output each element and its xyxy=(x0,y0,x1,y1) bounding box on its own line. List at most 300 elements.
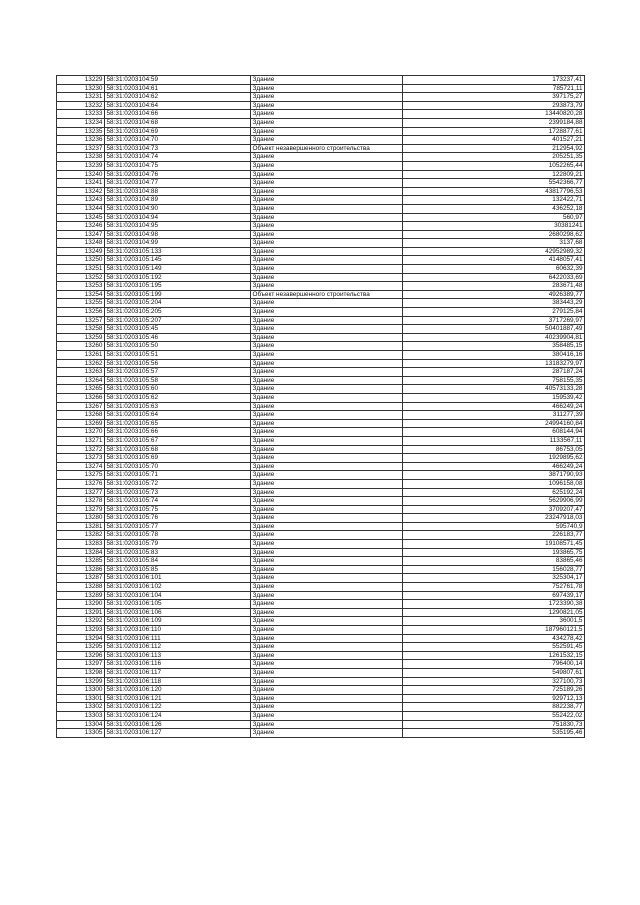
table-row xyxy=(57,497,585,506)
cadastral-number-cell: 58:31:0203105:145 xyxy=(105,256,251,265)
table-row xyxy=(57,608,585,617)
cadastral-value-cell: 1929895,62 xyxy=(403,454,585,463)
table-row xyxy=(57,333,585,342)
row-number-cell: 13298 xyxy=(57,668,105,677)
cadastral-value-cell: 1096158,08 xyxy=(403,479,585,488)
row-number-cell: 13285 xyxy=(57,557,105,566)
row-number-cell: 13276 xyxy=(57,479,105,488)
table-row xyxy=(57,600,585,609)
cadastral-value-cell: 40573133,28 xyxy=(403,385,585,394)
table-row xyxy=(57,351,585,360)
object-type-cell: Здание xyxy=(251,213,403,222)
cadastral-number-cell: 58:31:0203104:74 xyxy=(105,153,251,162)
object-type-cell: Объект незавершенного строительства xyxy=(251,290,403,299)
object-type-cell: Здание xyxy=(251,565,403,574)
row-number-cell: 13245 xyxy=(57,213,105,222)
table-row xyxy=(57,514,585,523)
table-row xyxy=(57,222,585,231)
cadastral-number-cell: 58:31:0203104:62 xyxy=(105,93,251,102)
cadastral-value-cell: 3137,68 xyxy=(403,239,585,248)
cadastral-value-cell: 751830,73 xyxy=(403,720,585,729)
object-type-cell: Здание xyxy=(251,626,403,635)
row-number-cell: 13263 xyxy=(57,368,105,377)
table-row xyxy=(57,101,585,110)
object-type-cell: Здание xyxy=(251,204,403,213)
cadastral-number-cell: 58:31:0203106:116 xyxy=(105,660,251,669)
cadastral-value-cell: 752761,78 xyxy=(403,583,585,592)
row-number-cell: 13229 xyxy=(57,76,105,85)
object-type-cell: Здание xyxy=(251,342,403,351)
row-number-cell: 13271 xyxy=(57,436,105,445)
cadastral-number-cell: 58:31:0203105:204 xyxy=(105,299,251,308)
table-row xyxy=(57,204,585,213)
cadastral-value-cell: 3709207,47 xyxy=(403,505,585,514)
row-number-cell: 13249 xyxy=(57,247,105,256)
object-type-cell: Здание xyxy=(251,445,403,454)
object-type-cell: Здание xyxy=(251,668,403,677)
object-type-cell: Здание xyxy=(251,118,403,127)
row-number-cell: 13251 xyxy=(57,265,105,274)
table-row xyxy=(57,368,585,377)
table-row xyxy=(57,565,585,574)
object-type-cell: Здание xyxy=(251,84,403,93)
object-type-cell: Здание xyxy=(251,505,403,514)
object-type-cell: Здание xyxy=(251,411,403,420)
row-number-cell: 13305 xyxy=(57,729,105,738)
table-row xyxy=(57,445,585,454)
row-number-cell: 13275 xyxy=(57,471,105,480)
row-number-cell: 13281 xyxy=(57,522,105,531)
object-type-cell: Здание xyxy=(251,428,403,437)
row-number-cell: 13256 xyxy=(57,308,105,317)
cadastral-number-cell: 58:31:0203106:118 xyxy=(105,677,251,686)
row-number-cell: 13288 xyxy=(57,583,105,592)
table-row xyxy=(57,153,585,162)
object-type-cell: Здание xyxy=(251,703,403,712)
cadastral-value-cell: 293873,79 xyxy=(403,101,585,110)
row-number-cell: 13241 xyxy=(57,179,105,188)
cadastral-number-cell: 58:31:0203105:65 xyxy=(105,419,251,428)
object-type-cell: Здание xyxy=(251,694,403,703)
cadastral-value-cell: 929712,13 xyxy=(403,694,585,703)
cadastral-value-cell: 697439,17 xyxy=(403,591,585,600)
cadastral-number-cell: 58:31:0203105:64 xyxy=(105,411,251,420)
table-row xyxy=(57,393,585,402)
row-number-cell: 13230 xyxy=(57,84,105,93)
row-number-cell: 13255 xyxy=(57,299,105,308)
cadastral-number-cell: 58:31:0203104:95 xyxy=(105,222,251,231)
table-row xyxy=(57,84,585,93)
cadastral-value-cell: 173237,41 xyxy=(403,76,585,85)
cadastral-number-cell: 58:31:0203106:101 xyxy=(105,574,251,583)
row-number-cell: 13283 xyxy=(57,540,105,549)
cadastral-value-cell: 535195,46 xyxy=(403,729,585,738)
object-type-cell: Здание xyxy=(251,548,403,557)
table-row xyxy=(57,136,585,145)
cadastral-value-cell: 383443,29 xyxy=(403,299,585,308)
cadastral-value-cell: 380416,16 xyxy=(403,351,585,360)
row-number-cell: 13293 xyxy=(57,626,105,635)
row-number-cell: 13238 xyxy=(57,153,105,162)
table-row xyxy=(57,686,585,695)
table-row xyxy=(57,634,585,643)
cadastral-number-cell: 58:31:0203105:50 xyxy=(105,342,251,351)
cadastral-number-cell: 58:31:0203105:74 xyxy=(105,497,251,506)
row-number-cell: 13282 xyxy=(57,531,105,540)
cadastral-number-cell: 58:31:0203106:111 xyxy=(105,634,251,643)
cadastral-value-cell: 205251,35 xyxy=(403,153,585,162)
table-row xyxy=(57,93,585,102)
cadastral-number-cell: 58:31:0203106:102 xyxy=(105,583,251,592)
cadastral-number-cell: 58:31:0203106:113 xyxy=(105,651,251,660)
cadastral-value-cell: 24994160,84 xyxy=(403,419,585,428)
table-row xyxy=(57,428,585,437)
row-number-cell: 13268 xyxy=(57,411,105,420)
cadastral-number-cell: 58:31:0203104:98 xyxy=(105,230,251,239)
object-type-cell: Здание xyxy=(251,351,403,360)
object-type-cell: Здание xyxy=(251,316,403,325)
table-row xyxy=(57,471,585,480)
cadastral-value-cell: 156028,77 xyxy=(403,565,585,574)
table-row xyxy=(57,522,585,531)
row-number-cell: 13248 xyxy=(57,239,105,248)
object-type-cell: Здание xyxy=(251,540,403,549)
table-row xyxy=(57,187,585,196)
row-number-cell: 13279 xyxy=(57,505,105,514)
object-type-cell: Здание xyxy=(251,583,403,592)
cadastral-number-cell: 58:31:0203104:66 xyxy=(105,110,251,119)
object-type-cell: Здание xyxy=(251,76,403,85)
row-number-cell: 13280 xyxy=(57,514,105,523)
cadastral-number-cell: 58:31:0203105:199 xyxy=(105,290,251,299)
cadastral-number-cell: 58:31:0203105:46 xyxy=(105,333,251,342)
cadastral-value-cell: 1728877,61 xyxy=(403,127,585,136)
table-row xyxy=(57,694,585,703)
table-row xyxy=(57,161,585,170)
cadastral-number-cell: 58:31:0203105:70 xyxy=(105,462,251,471)
object-type-cell: Здание xyxy=(251,488,403,497)
cadastral-number-cell: 58:31:0203104:61 xyxy=(105,84,251,93)
cadastral-number-cell: 58:31:0203106:120 xyxy=(105,686,251,695)
table-row xyxy=(57,239,585,248)
object-type-cell: Здание xyxy=(251,273,403,282)
cadastral-number-cell: 58:31:0203105:77 xyxy=(105,522,251,531)
cadastral-number-cell: 58:31:0203105:83 xyxy=(105,548,251,557)
row-number-cell: 13296 xyxy=(57,651,105,660)
object-type-cell: Здание xyxy=(251,729,403,738)
cadastral-number-cell: 58:31:0203105:60 xyxy=(105,385,251,394)
cadastral-number-cell: 58:31:0203105:76 xyxy=(105,514,251,523)
table-row xyxy=(57,436,585,445)
table-body xyxy=(57,76,585,738)
cadastral-value-cell: 30381241 xyxy=(403,222,585,231)
row-number-cell: 13273 xyxy=(57,454,105,463)
object-type-cell: Здание xyxy=(251,436,403,445)
row-number-cell: 13299 xyxy=(57,677,105,686)
row-number-cell: 13239 xyxy=(57,161,105,170)
table-row xyxy=(57,583,585,592)
row-number-cell: 13272 xyxy=(57,445,105,454)
cadastral-value-cell: 36001,5 xyxy=(403,617,585,626)
table-row xyxy=(57,419,585,428)
object-type-cell: Здание xyxy=(251,600,403,609)
row-number-cell: 13269 xyxy=(57,419,105,428)
object-type-cell: Здание xyxy=(251,222,403,231)
cadastral-number-cell: 58:31:0203104:77 xyxy=(105,179,251,188)
table-row xyxy=(57,488,585,497)
object-type-cell: Здание xyxy=(251,711,403,720)
cadastral-number-cell: 58:31:0203106:112 xyxy=(105,643,251,652)
table-row xyxy=(57,591,585,600)
table-row xyxy=(57,308,585,317)
object-type-cell: Здание xyxy=(251,471,403,480)
table-row xyxy=(57,299,585,308)
row-number-cell: 13294 xyxy=(57,634,105,643)
object-type-cell: Здание xyxy=(251,376,403,385)
table-row xyxy=(57,290,585,299)
object-type-cell: Здание xyxy=(251,247,403,256)
object-type-cell: Здание xyxy=(251,368,403,377)
table-row xyxy=(57,110,585,119)
cadastral-value-cell: 552591,45 xyxy=(403,643,585,652)
row-number-cell: 13291 xyxy=(57,608,105,617)
row-number-cell: 13274 xyxy=(57,462,105,471)
table-row xyxy=(57,651,585,660)
row-number-cell: 13303 xyxy=(57,711,105,720)
cadastral-number-cell: 58:31:0203105:73 xyxy=(105,488,251,497)
cadastral-number-cell: 58:31:0203106:127 xyxy=(105,729,251,738)
cadastral-number-cell: 58:31:0203105:79 xyxy=(105,540,251,549)
row-number-cell: 13231 xyxy=(57,93,105,102)
object-type-cell: Здание xyxy=(251,574,403,583)
cadastral-value-cell: 3871790,93 xyxy=(403,471,585,480)
row-number-cell: 13242 xyxy=(57,187,105,196)
cadastral-number-cell: 58:31:0203106:117 xyxy=(105,668,251,677)
row-number-cell: 13277 xyxy=(57,488,105,497)
cadastral-value-cell: 122809,21 xyxy=(403,170,585,179)
row-number-cell: 13236 xyxy=(57,136,105,145)
cadastral-value-cell: 311277,39 xyxy=(403,411,585,420)
row-number-cell: 13235 xyxy=(57,127,105,136)
table-row xyxy=(57,179,585,188)
cadastral-value-cell: 327100,73 xyxy=(403,677,585,686)
cadastral-number-cell: 58:31:0203105:58 xyxy=(105,376,251,385)
row-number-cell: 13232 xyxy=(57,101,105,110)
table-row xyxy=(57,668,585,677)
cadastral-value-cell: 3717269,97 xyxy=(403,316,585,325)
cadastral-number-cell: 58:31:0203105:69 xyxy=(105,454,251,463)
table-row xyxy=(57,247,585,256)
cadastral-value-cell: 466249,24 xyxy=(403,402,585,411)
object-type-cell: Здание xyxy=(251,677,403,686)
table-row xyxy=(57,479,585,488)
cadastral-value-cell: 725189,26 xyxy=(403,686,585,695)
cadastral-value-cell: 325304,17 xyxy=(403,574,585,583)
cadastral-value-cell: 785721,11 xyxy=(403,84,585,93)
table-row xyxy=(57,325,585,334)
cadastral-value-table xyxy=(56,75,585,738)
cadastral-number-cell: 58:31:0203105:149 xyxy=(105,265,251,274)
row-number-cell: 13292 xyxy=(57,617,105,626)
cadastral-number-cell: 58:31:0203105:71 xyxy=(105,471,251,480)
row-number-cell: 13265 xyxy=(57,385,105,394)
table-row xyxy=(57,342,585,351)
cadastral-number-cell: 58:31:0203104:88 xyxy=(105,187,251,196)
object-type-cell: Здание xyxy=(251,101,403,110)
cadastral-value-cell: 625192,24 xyxy=(403,488,585,497)
cadastral-value-cell: 466249,24 xyxy=(403,462,585,471)
row-number-cell: 13247 xyxy=(57,230,105,239)
object-type-cell: Здание xyxy=(251,127,403,136)
row-number-cell: 13257 xyxy=(57,316,105,325)
cadastral-number-cell: 58:31:0203105:51 xyxy=(105,351,251,360)
cadastral-number-cell: 58:31:0203106:106 xyxy=(105,608,251,617)
row-number-cell: 13253 xyxy=(57,282,105,291)
cadastral-number-cell: 58:31:0203105:75 xyxy=(105,505,251,514)
row-number-cell: 13250 xyxy=(57,256,105,265)
cadastral-number-cell: 58:31:0203105:85 xyxy=(105,565,251,574)
object-type-cell: Здание xyxy=(251,385,403,394)
object-type-cell: Здание xyxy=(251,660,403,669)
cadastral-number-cell: 58:31:0203105:45 xyxy=(105,325,251,334)
object-type-cell: Здание xyxy=(251,402,403,411)
row-number-cell: 13266 xyxy=(57,393,105,402)
object-type-cell: Здание xyxy=(251,608,403,617)
object-type-cell: Здание xyxy=(251,110,403,119)
row-number-cell: 13234 xyxy=(57,118,105,127)
row-number-cell: 13304 xyxy=(57,720,105,729)
row-number-cell: 13301 xyxy=(57,694,105,703)
table-row xyxy=(57,118,585,127)
cadastral-value-cell: 40239904,81 xyxy=(403,333,585,342)
table-row xyxy=(57,273,585,282)
table-row xyxy=(57,170,585,179)
cadastral-value-cell: 1133567,11 xyxy=(403,436,585,445)
object-type-cell: Здание xyxy=(251,333,403,342)
cadastral-number-cell: 58:31:0203104:69 xyxy=(105,127,251,136)
cadastral-number-cell: 58:31:0203105:84 xyxy=(105,557,251,566)
cadastral-value-cell: 796400,14 xyxy=(403,660,585,669)
cadastral-number-cell: 58:31:0203104:76 xyxy=(105,170,251,179)
object-type-cell: Здание xyxy=(251,419,403,428)
cadastral-number-cell: 58:31:0203106:122 xyxy=(105,703,251,712)
cadastral-number-cell: 58:31:0203105:67 xyxy=(105,436,251,445)
cadastral-value-cell: 86753,05 xyxy=(403,445,585,454)
row-number-cell: 13244 xyxy=(57,204,105,213)
table-row xyxy=(57,385,585,394)
cadastral-number-cell: 58:31:0203104:94 xyxy=(105,213,251,222)
object-type-cell: Здание xyxy=(251,479,403,488)
cadastral-value-cell: 283671,48 xyxy=(403,282,585,291)
row-number-cell: 13300 xyxy=(57,686,105,695)
table-row xyxy=(57,548,585,557)
table-row xyxy=(57,402,585,411)
cadastral-number-cell: 58:31:0203105:66 xyxy=(105,428,251,437)
row-number-cell: 13297 xyxy=(57,660,105,669)
table-row xyxy=(57,213,585,222)
object-type-cell: Здание xyxy=(251,643,403,652)
cadastral-value-cell: 279125,84 xyxy=(403,308,585,317)
table-row xyxy=(57,411,585,420)
cadastral-value-cell: 758155,35 xyxy=(403,376,585,385)
cadastral-value-cell: 436252,18 xyxy=(403,204,585,213)
object-type-cell: Здание xyxy=(251,308,403,317)
cadastral-value-cell: 287187,24 xyxy=(403,368,585,377)
object-type-cell: Здание xyxy=(251,256,403,265)
object-type-cell: Здание xyxy=(251,187,403,196)
table-row xyxy=(57,540,585,549)
row-number-cell: 13262 xyxy=(57,359,105,368)
cadastral-number-cell: 58:31:0203106:121 xyxy=(105,694,251,703)
cadastral-number-cell: 58:31:0203105:192 xyxy=(105,273,251,282)
cadastral-value-cell: 608144,94 xyxy=(403,428,585,437)
row-number-cell: 13302 xyxy=(57,703,105,712)
table-row xyxy=(57,376,585,385)
object-type-cell: Здание xyxy=(251,359,403,368)
cadastral-value-cell: 401527,21 xyxy=(403,136,585,145)
object-type-cell: Здание xyxy=(251,299,403,308)
cadastral-value-cell: 19108571,45 xyxy=(403,540,585,549)
object-type-cell: Здание xyxy=(251,161,403,170)
row-number-cell: 13284 xyxy=(57,548,105,557)
row-number-cell: 13243 xyxy=(57,196,105,205)
object-type-cell: Здание xyxy=(251,522,403,531)
object-type-cell: Объект незавершенного строительства xyxy=(251,144,403,153)
cadastral-value-cell: 159539,42 xyxy=(403,393,585,402)
object-type-cell: Здание xyxy=(251,393,403,402)
row-number-cell: 13270 xyxy=(57,428,105,437)
table-row xyxy=(57,574,585,583)
row-number-cell: 13264 xyxy=(57,376,105,385)
cadastral-number-cell: 58:31:0203104:64 xyxy=(105,101,251,110)
table-row xyxy=(57,720,585,729)
cadastral-value-cell: 6422033,69 xyxy=(403,273,585,282)
row-number-cell: 13258 xyxy=(57,325,105,334)
cadastral-value-cell: 1290821,05 xyxy=(403,608,585,617)
cadastral-value-cell: 1052265,44 xyxy=(403,161,585,170)
object-type-cell: Здание xyxy=(251,196,403,205)
table-row xyxy=(57,359,585,368)
object-type-cell: Здание xyxy=(251,686,403,695)
table-row xyxy=(57,265,585,274)
cadastral-number-cell: 58:31:0203105:57 xyxy=(105,368,251,377)
table-row xyxy=(57,617,585,626)
row-number-cell: 13260 xyxy=(57,342,105,351)
table-row xyxy=(57,462,585,471)
cadastral-number-cell: 58:31:0203104:99 xyxy=(105,239,251,248)
object-type-cell: Здание xyxy=(251,531,403,540)
row-number-cell: 13286 xyxy=(57,565,105,574)
row-number-cell: 13259 xyxy=(57,333,105,342)
row-number-cell: 13254 xyxy=(57,290,105,299)
cadastral-number-cell: 58:31:0203104:73 xyxy=(105,144,251,153)
row-number-cell: 13233 xyxy=(57,110,105,119)
cadastral-number-cell: 58:31:0203105:133 xyxy=(105,247,251,256)
object-type-cell: Здание xyxy=(251,136,403,145)
cadastral-value-cell: 549807,61 xyxy=(403,668,585,677)
cadastral-number-cell: 58:31:0203104:89 xyxy=(105,196,251,205)
cadastral-number-cell: 58:31:0203105:195 xyxy=(105,282,251,291)
object-type-cell: Здание xyxy=(251,591,403,600)
object-type-cell: Здание xyxy=(251,497,403,506)
cadastral-value-cell: 132422,71 xyxy=(403,196,585,205)
cadastral-number-cell: 58:31:0203106:104 xyxy=(105,591,251,600)
cadastral-value-cell: 552422,02 xyxy=(403,711,585,720)
cadastral-value-cell: 212954,92 xyxy=(403,144,585,153)
object-type-cell: Здание xyxy=(251,239,403,248)
cadastral-value-cell: 187960121,5 xyxy=(403,626,585,635)
cadastral-value-cell: 226183,77 xyxy=(403,531,585,540)
